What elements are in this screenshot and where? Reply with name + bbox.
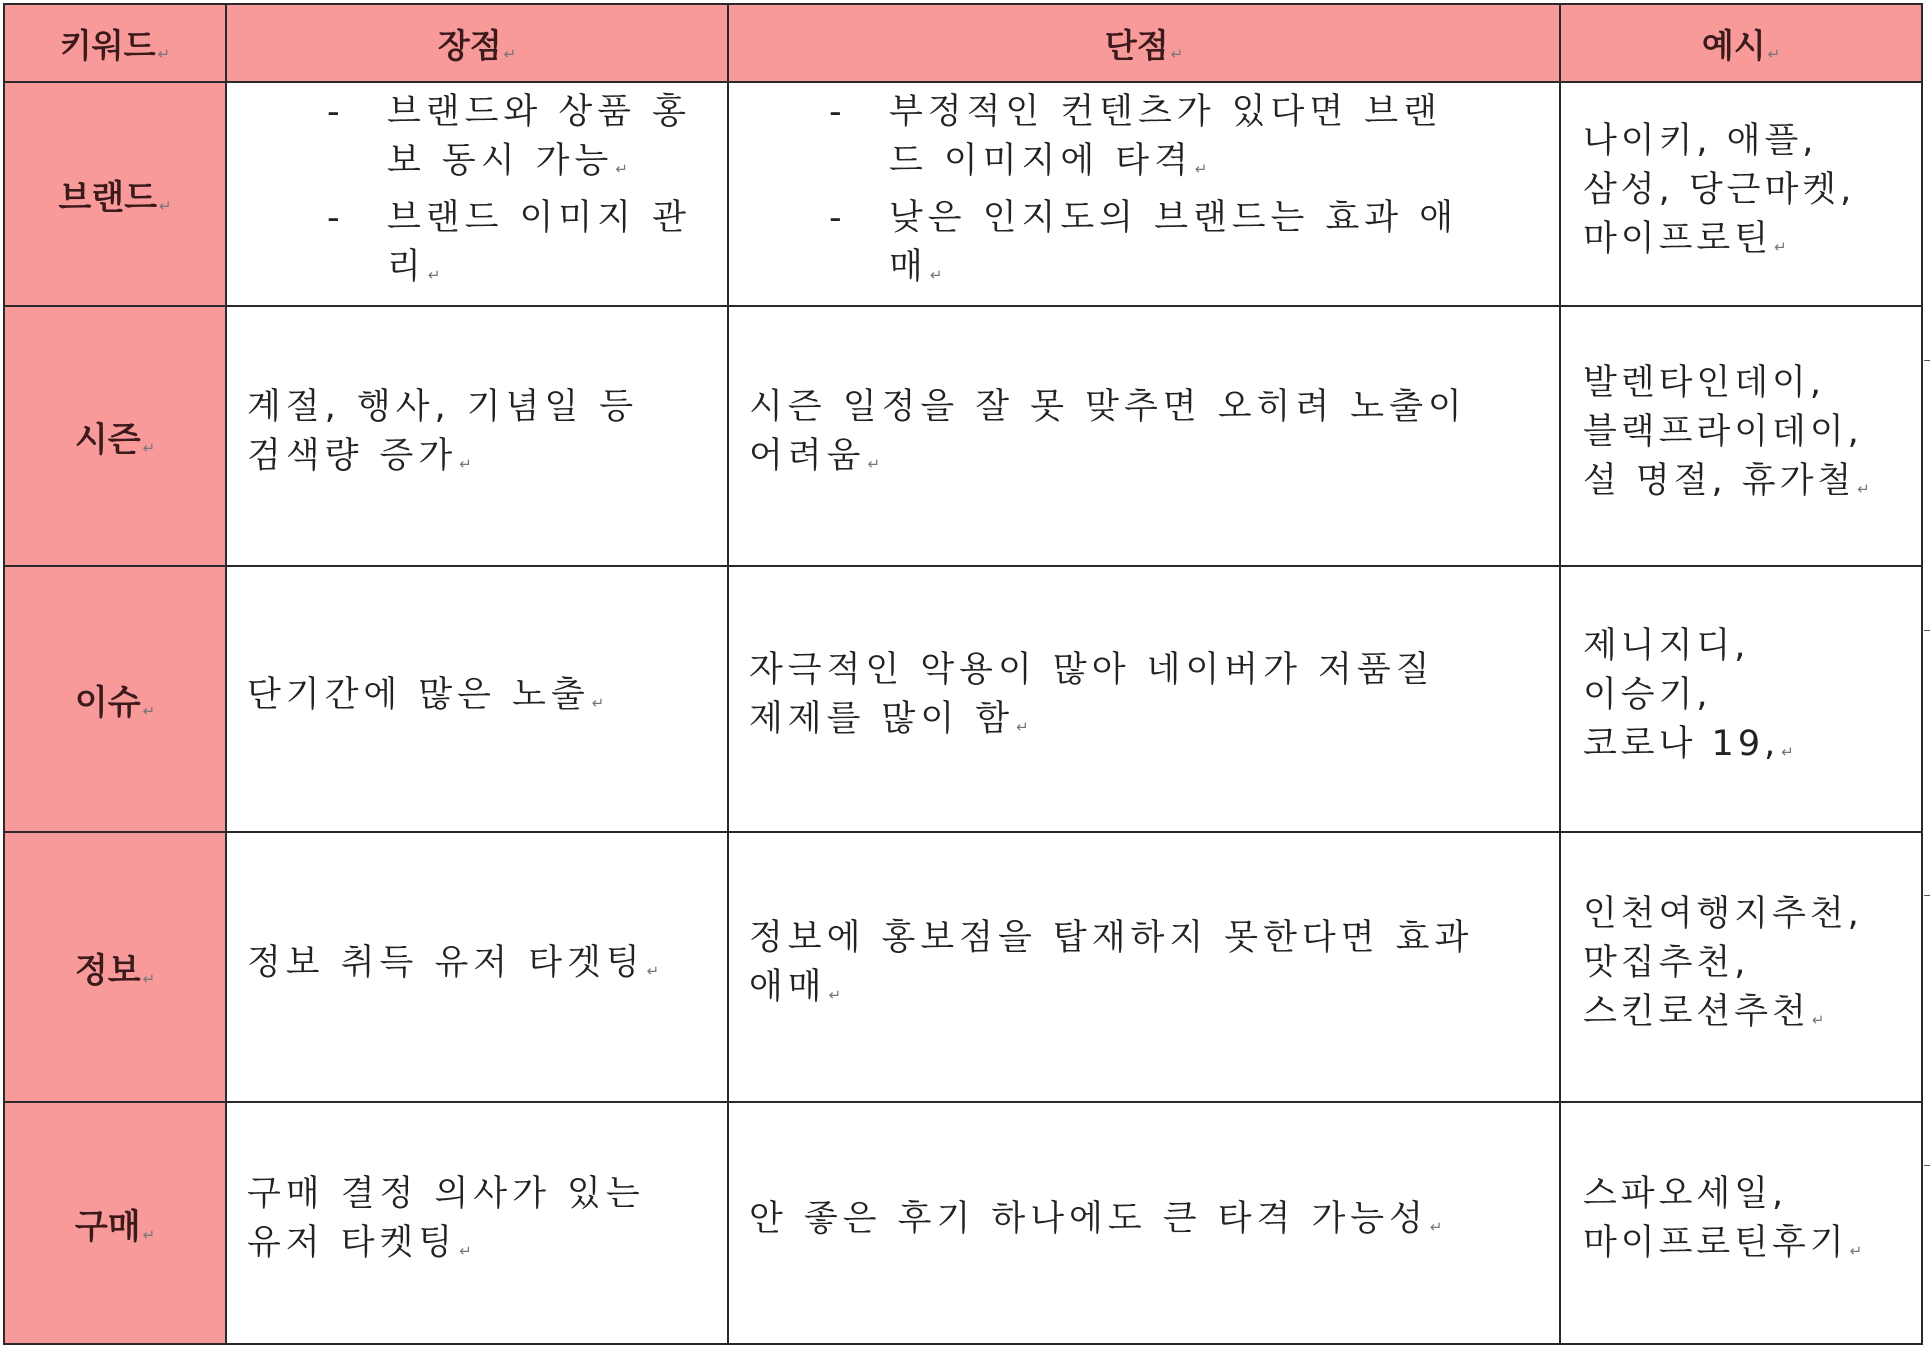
table-row xyxy=(4,306,1922,566)
cons-line: 자극적인 악용이 많아 네이버가 저품질 xyxy=(749,650,1435,690)
pros-line: 검색량 증가 xyxy=(247,436,458,476)
pros-line: 정보 취득 유저 타겟팅 xyxy=(247,942,645,983)
keyword-cell: 이슈 ↵ xyxy=(4,566,226,832)
example-line: 제니지디, xyxy=(1583,625,1750,666)
example-line: 나이키, 애플, xyxy=(1583,120,1818,161)
cons-cell xyxy=(728,82,1560,306)
examples-cell: 발렌타인데이, 블랙프라이데이, 설 명절, 휴가철 ↵ xyxy=(1560,306,1922,566)
bullet-item: - 브랜드 이미지 관리 ↵ xyxy=(327,198,691,287)
pros-line: 단기간에 많은 노출 xyxy=(247,674,590,715)
header-pros: 장점 ↵ xyxy=(226,4,728,82)
keyword-cell: 시즌 ↵ xyxy=(4,306,226,566)
pros-cell xyxy=(226,82,728,306)
margin-tick xyxy=(1924,360,1930,361)
header-cons: 단점 ↵ xyxy=(728,4,1560,82)
table-row xyxy=(4,566,1922,832)
pros-line: 구매 결정 의사가 있는 xyxy=(247,1174,645,1214)
table-row xyxy=(4,832,1922,1102)
keyword-cell: 브랜드 ↵ xyxy=(4,82,226,306)
keyword-cell: 정보 ↵ xyxy=(4,832,226,1102)
cons-bullet-list xyxy=(729,88,1559,300)
bullet-item: - 브랜드와 상품 홍보 동시 가능 ↵ xyxy=(327,92,691,181)
example-line: 마이프로틴후기 xyxy=(1583,1223,1848,1263)
pros-line: 계절, 행사, 기념일 등 xyxy=(247,387,639,427)
example-line: 코로나 19, xyxy=(1583,723,1780,764)
examples-cell: 스파오세일, 마이프로틴후기 ↵ xyxy=(1560,1102,1922,1344)
pros-bullet-list xyxy=(227,88,727,300)
keyword-comparison-table xyxy=(3,3,1923,1345)
example-line: 마이프로틴 xyxy=(1583,218,1773,259)
pros-cell: 단기간에 많은 노출 ↵ xyxy=(226,566,728,832)
pros-cell: 구매 결정 의사가 있는 유저 타켓팅 ↵ xyxy=(226,1102,728,1344)
cons-line: 정보에 홍보점을 탑재하지 못한다면 효과 xyxy=(749,918,1474,958)
header-examples: 예시 ↵ xyxy=(1560,4,1922,82)
example-line: 스킨로션추천 xyxy=(1583,991,1810,1032)
example-line: 스파오세일, xyxy=(1583,1174,1788,1214)
pros-line: 유저 타켓팅 xyxy=(247,1223,458,1263)
example-line: 블랙프라이데이, xyxy=(1583,411,1863,452)
margin-tick xyxy=(1924,1165,1930,1166)
examples-cell: 나이키, 애플, 삼성, 당근마켓, 마이프로틴 ↵ xyxy=(1560,82,1922,306)
examples-cell: 제니지디, 이승기, 코로나 19, ↵ xyxy=(1560,566,1922,832)
example-line: 인천여행지추천, xyxy=(1583,893,1863,934)
cons-line: 어려움 xyxy=(749,436,866,476)
cons-line: 안 좋은 후기 하나에도 큰 타격 가능성 xyxy=(749,1198,1428,1239)
cons-cell: 안 좋은 후기 하나에도 큰 타격 가능성 ↵ xyxy=(728,1102,1560,1344)
cons-cell: 정보에 홍보점을 탑재하지 못한다면 효과 애매 ↵ xyxy=(728,832,1560,1102)
example-line: 삼성, 당근마켓, xyxy=(1583,169,1856,210)
cons-line: 애매 xyxy=(749,967,827,1007)
example-line: 이승기, xyxy=(1583,674,1712,715)
table-row xyxy=(4,1102,1922,1344)
example-line: 설 명절, 휴가철 xyxy=(1583,460,1856,501)
pros-cell: 정보 취득 유저 타겟팅 ↵ xyxy=(226,832,728,1102)
pros-cell: 계절, 행사, 기념일 등 검색량 증가 ↵ xyxy=(226,306,728,566)
margin-tick xyxy=(1924,630,1930,631)
bullet-item: - 낮은 인지도의 브랜드는 효과 애매 ↵ xyxy=(829,198,1459,287)
cons-cell: 자극적인 악용이 많아 네이버가 저품질 제제를 많이 함 ↵ xyxy=(728,566,1560,832)
example-line: 발렌타인데이, xyxy=(1583,362,1825,403)
bullet-item: - 부정적인 컨텐츠가 있다면 브랜드 이미지에 타격 ↵ xyxy=(829,92,1442,181)
example-line: 맛집추천, xyxy=(1583,942,1750,983)
cons-cell: 시즌 일정을 잘 못 맞추면 오히려 노출이 어려움 ↵ xyxy=(728,306,1560,566)
cons-line: 제제를 많이 함 xyxy=(749,699,1015,739)
header-keyword: 키워드 ↵ xyxy=(4,4,226,82)
keyword-cell: 구매 ↵ xyxy=(4,1102,226,1344)
cons-line: 시즌 일정을 잘 못 맞추면 오히려 노출이 xyxy=(749,387,1467,427)
header-row xyxy=(4,4,1922,82)
examples-cell: 인천여행지추천, 맛집추천, 스킨로션추천 ↵ xyxy=(1560,832,1922,1102)
table-row xyxy=(4,82,1922,306)
margin-tick xyxy=(1924,895,1930,896)
